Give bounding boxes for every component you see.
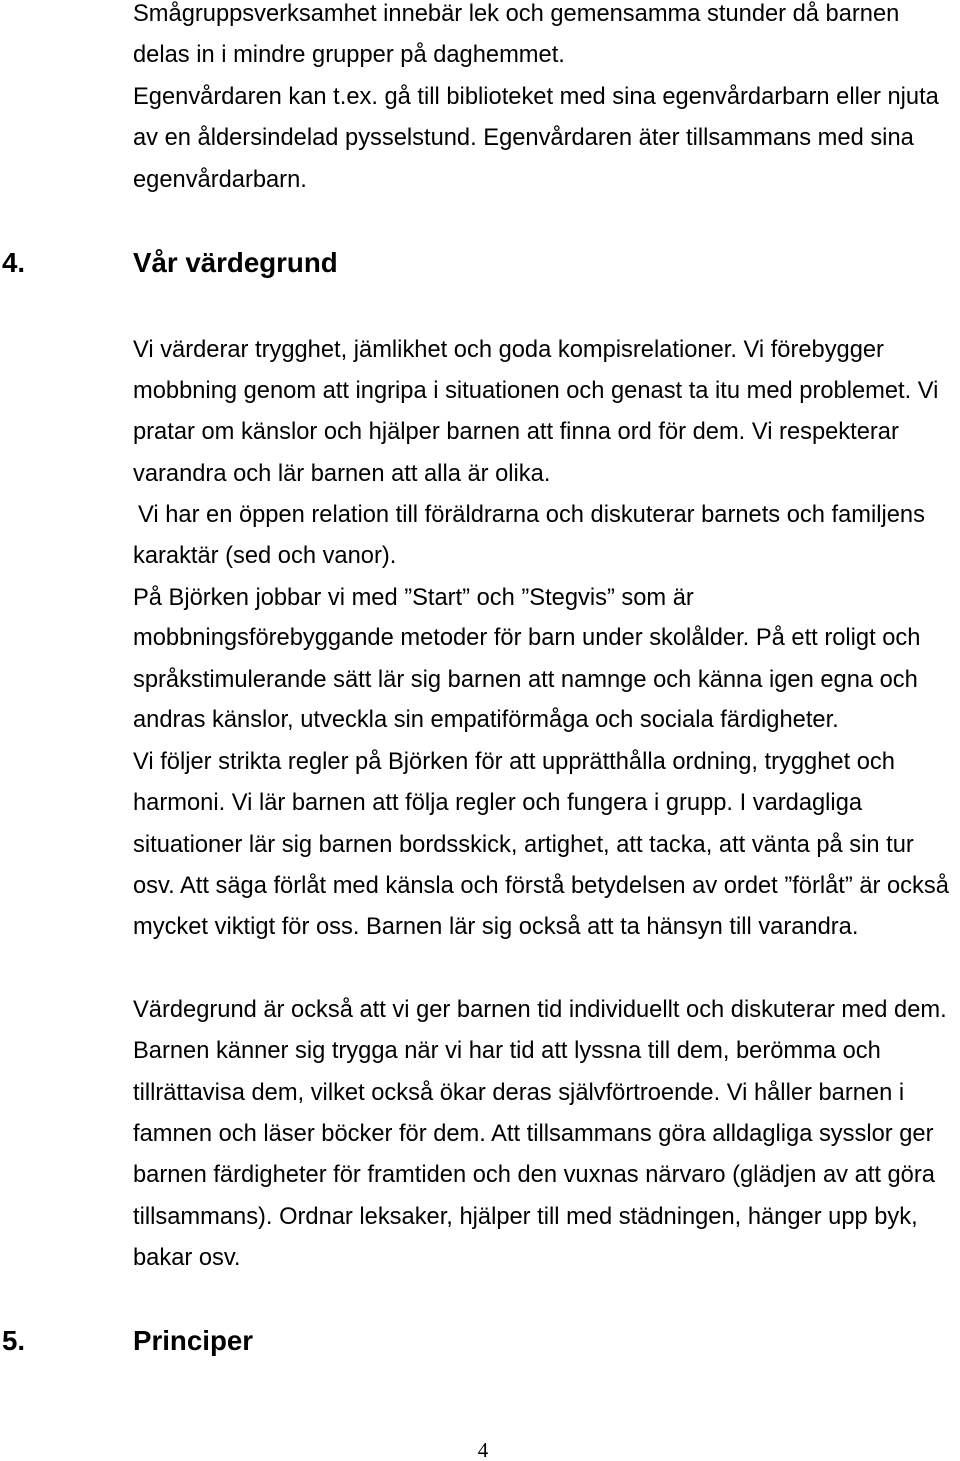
text-line: Värdegrund är också att vi ger barnen tid individuellt och diskuterar med dem.	[133, 997, 947, 1023]
text-line: Vi värderar trygghet, jämlikhet och goda kompisrelationer. Vi förebygger	[133, 337, 884, 363]
text-line: osv. Att säga förlåt med känsla och förstå betydelsen av ordet ”förlåt” är också	[133, 873, 949, 899]
text-line: andras känslor, utveckla sin empatiförmåga och sociala färdigheter.	[133, 707, 839, 733]
text-line: Vi följer strikta regler på Björken för att upprätthålla ordning, trygghet och	[133, 749, 895, 775]
text-line: mobbningsförebyggande metoder för barn under skolålder. På ett roligt och	[133, 625, 921, 651]
text-line: bakar osv.	[133, 1245, 241, 1271]
text-line: varandra och lär barnen att alla är olika.	[133, 461, 551, 487]
text-line: tillrättavisa dem, vilket också ökar deras självförtroende. Vi håller barnen i	[133, 1080, 905, 1106]
section-title: Vår värdegrund	[133, 247, 338, 278]
section-number: 5.	[2, 1325, 26, 1356]
text-line: Barnen känner sig trygga när vi har tid att lyssna till dem, berömma och	[133, 1038, 881, 1064]
text-line: mycket viktigt för oss. Barnen lär sig också att ta hänsyn till varandra.	[133, 914, 859, 940]
text-line: pratar om känslor och hjälper barnen att finna ord för dem. Vi respekterar	[133, 419, 899, 445]
text-line: barnen färdigheter för framtiden och den vuxnas närvaro (glädjen av att göra	[133, 1162, 935, 1188]
text-line: Smågruppsverksamhet innebär lek och gemensamma stunder då barnen	[133, 1, 900, 27]
text-line: Vi har en öppen relation till föräldrarna och diskuterar barnets och familjens	[138, 502, 925, 528]
text-line: språkstimulerande sätt lär sig barnen att namnge och känna igen egna och	[133, 667, 918, 693]
section-title: Principer	[133, 1325, 254, 1356]
text-line: situationer lär sig barnen bordsskick, artighet, att tacka, att vänta på sin tur	[133, 832, 914, 858]
text-line: delas in i mindre grupper på daghemmet.	[133, 42, 565, 68]
text-line: harmoni. Vi lär barnen att följa regler och fungera i grupp. I vardagliga	[133, 790, 863, 816]
text-line: tillsammans). Ordnar leksaker, hjälper till med städningen, hänger upp byk,	[133, 1204, 918, 1230]
page-number: 4	[477, 1438, 489, 1461]
section-number: 4.	[2, 247, 26, 278]
text-line: mobbning genom att ingripa i situationen och genast ta itu med problemet. Vi	[133, 378, 939, 404]
text-line: karaktär (sed och vanor).	[133, 543, 397, 569]
text-line: egenvårdarbarn.	[133, 167, 307, 193]
text-line: famnen och läser böcker för dem. Att tillsammans göra alldagliga sysslor ger	[133, 1121, 934, 1147]
text-line: av en åldersindelad pysselstund. Egenvårdaren äter tillsammans med sina	[133, 125, 914, 151]
text-line: Egenvårdaren kan t.ex. gå till biblioteket med sina egenvårdarbarn eller njuta	[133, 84, 939, 110]
text-line: På Björken jobbar vi med ”Start” och ”Stegvis” som är	[133, 585, 694, 611]
